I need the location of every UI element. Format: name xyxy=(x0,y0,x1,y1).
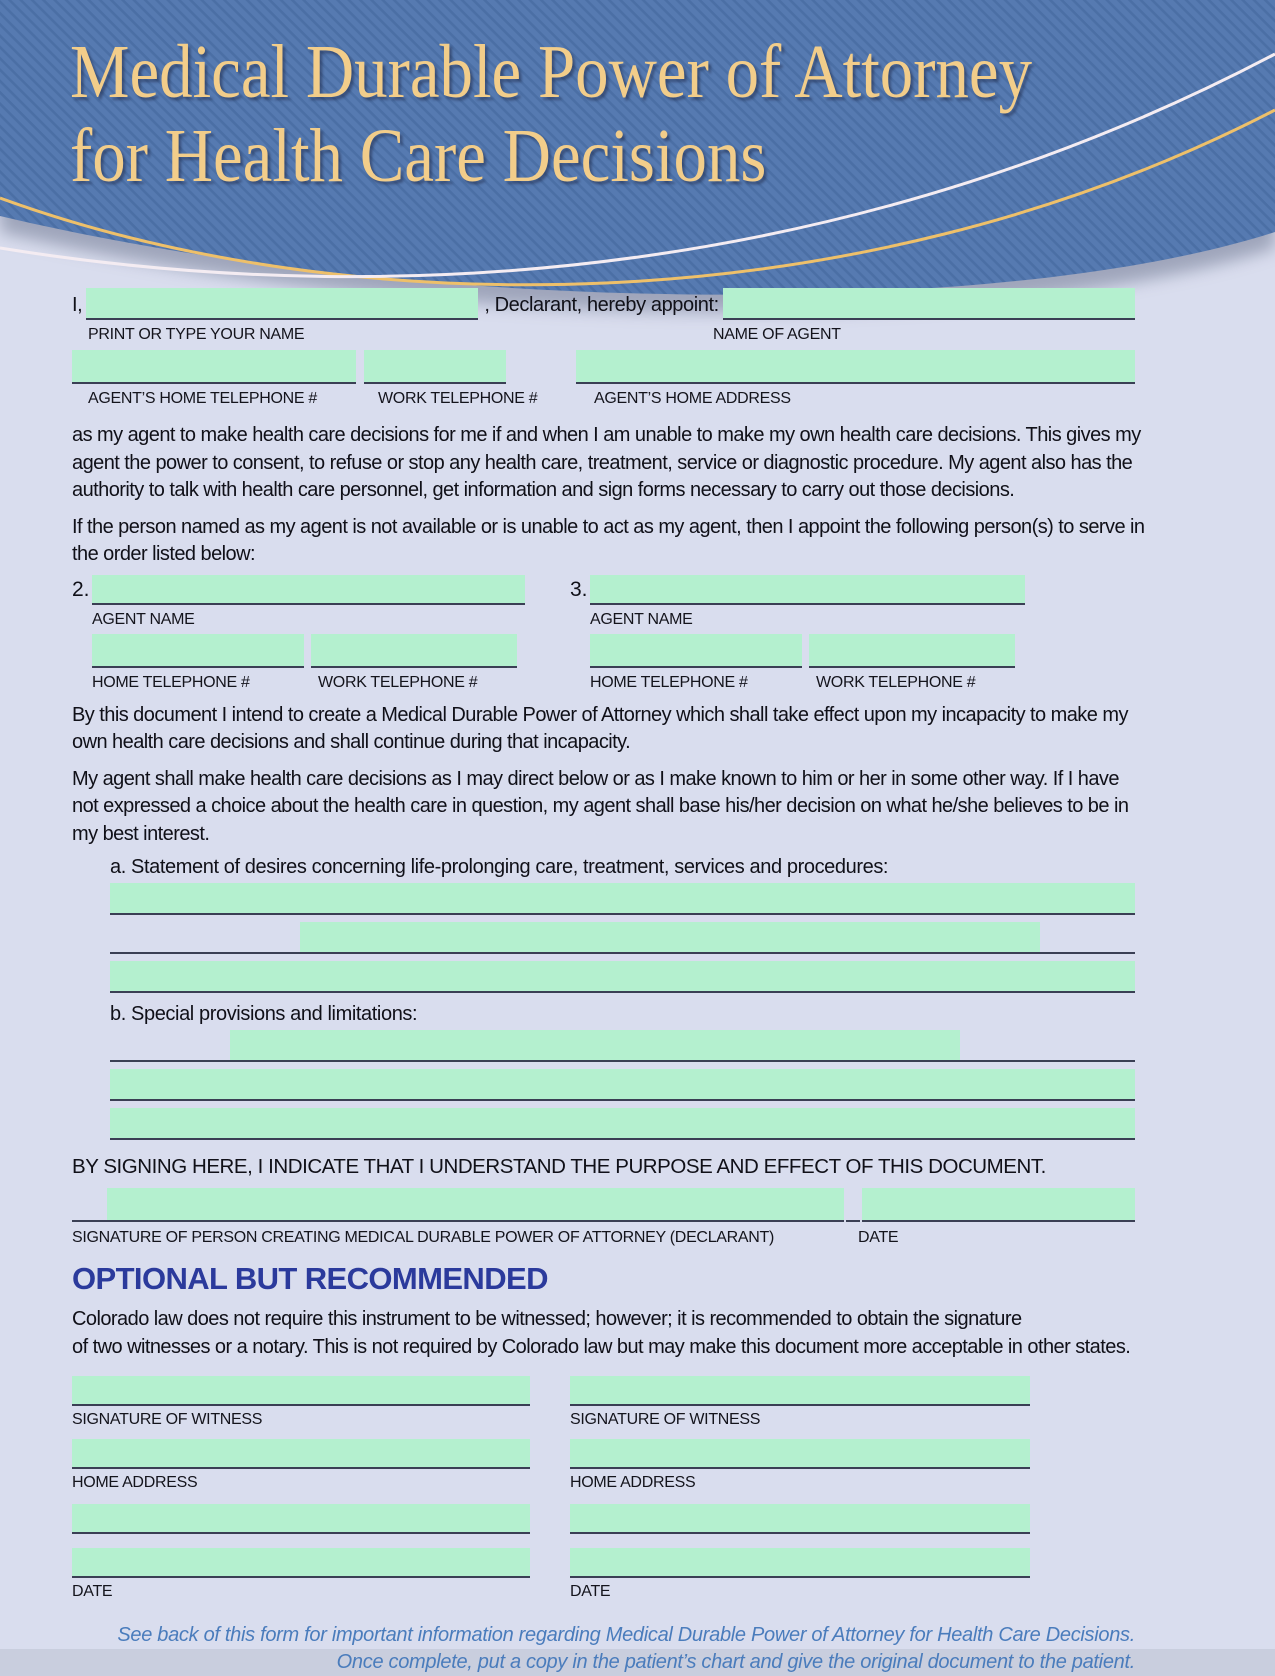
declarant-signature-labels xyxy=(72,1226,1135,1248)
successor-intro-line-2: the order listed below: xyxy=(72,543,256,565)
declarant-date-field[interactable] xyxy=(862,1188,1135,1222)
appoint-text: , Declarant, hereby appoint: xyxy=(484,294,719,316)
witness-1-column xyxy=(72,1376,530,1611)
agent3-name-label: AGENT NAME xyxy=(590,610,693,628)
footer-note xyxy=(72,1622,1135,1676)
agent-contact-labels xyxy=(72,387,1135,409)
provisions-line-3-highlight xyxy=(110,1108,1135,1138)
agent-home-telephone-label: AGENT’S HOME TELEPHONE # xyxy=(88,390,318,407)
desires-line-3-highlight xyxy=(110,961,1135,991)
optional-section-heading: OPTIONAL BUT RECOMMENDED xyxy=(72,1261,548,1296)
provisions-line-2-field[interactable] xyxy=(110,1069,1135,1101)
provisions-line-1-field[interactable] xyxy=(110,1030,1135,1062)
alternate-agent-2-column xyxy=(72,575,525,693)
witness2-signature-field[interactable] xyxy=(570,1376,1030,1406)
desires-line-1-field[interactable] xyxy=(110,883,1135,915)
footer-note-line-1: See back of this form for important information regarding Medical Durable Power of Attorney for Health Care Decisions. xyxy=(117,1624,1135,1646)
provisions-line-1-highlight xyxy=(230,1030,960,1060)
witness1-date-label: DATE xyxy=(72,1583,113,1600)
optional-section-paragraph xyxy=(72,1306,1135,1361)
declarant-appoint-labels xyxy=(72,323,1135,345)
agent-name-field[interactable] xyxy=(723,288,1135,320)
agent3-home-telephone-field[interactable] xyxy=(590,634,802,668)
agent2-name-field[interactable] xyxy=(92,575,525,605)
alternate-agents-section xyxy=(72,575,1135,693)
agent-home-address-label: AGENT’S HOME ADDRESS xyxy=(594,390,791,407)
desires-line-3-field[interactable] xyxy=(110,961,1135,993)
optional-body-line-1: Colorado law does not require this instrument to be witnessed; however; it is recommended to obtain the signature xyxy=(72,1308,1022,1330)
form-body xyxy=(72,288,1145,1676)
agent-home-address-field[interactable] xyxy=(576,350,1135,384)
witness1-home-address-label: HOME ADDRESS xyxy=(72,1474,198,1491)
declarant-signature-row xyxy=(72,1188,1135,1222)
intent-line-1: By this document I intend to create a Medical Durable Power of Attorney which shall take effect upon my incapacity to make my xyxy=(72,703,1128,726)
directions-paragraph xyxy=(72,766,1135,849)
desires-line-2-highlight xyxy=(300,922,1040,952)
desires-line-2-field[interactable] xyxy=(110,922,1135,954)
witness-2-column xyxy=(570,1376,1030,1611)
agent2-name-label: AGENT NAME xyxy=(92,610,195,628)
page-title xyxy=(70,30,1163,198)
agent-home-telephone-field[interactable] xyxy=(72,350,356,384)
directions-line-1: My agent shall make health care decisions as I may direct below or as I make known to him or her in some other way. If I have xyxy=(72,767,1119,790)
page-title-line-2: for Health Care Decisions xyxy=(70,114,767,198)
intent-paragraph xyxy=(72,702,1135,757)
agent-powers-line-2: agent the power to consent, to refuse or stop any health care, treatment, service or diagnostic procedure. My agent also has the xyxy=(72,451,1133,474)
name-of-agent-label: NAME OF AGENT xyxy=(713,326,841,343)
agent-contact-row xyxy=(72,350,1135,384)
agent-powers-line-3: authority to talk with health care personnel, get information and sign forms necessary to carry out those decisions. xyxy=(72,479,1015,501)
declarant-date-highlight xyxy=(862,1188,1135,1220)
print-name-label: PRINT OR TYPE YOUR NAME xyxy=(88,326,305,343)
footer-note-line-2: Once complete, put a copy in the patient’s chart and give the original document to the patient. xyxy=(336,1651,1135,1673)
agent3-name-field[interactable] xyxy=(590,575,1025,605)
agent2-home-telephone-label: HOME TELEPHONE # xyxy=(92,673,250,691)
desires-statement-label: a. Statement of desires concerning life-prolonging care, treatment, services and procedures: xyxy=(110,856,889,878)
provisions-statement-label: b. Special provisions and limitations: xyxy=(110,1003,418,1025)
optional-body-line-2: of two witnesses or a notary. This is not required by Colorado law but may make this document more acceptable in other states. xyxy=(72,1335,1131,1358)
witness1-address-line2-field[interactable] xyxy=(72,1504,530,1534)
declarant-signature-field[interactable] xyxy=(72,1188,844,1222)
declarant-appoint-row xyxy=(72,288,1135,320)
desires-line-1-highlight xyxy=(110,883,1135,913)
agent-powers-line-1: as my agent to make health care decisions for me if and when I am unable to make my own health care decisions. This gives my xyxy=(72,424,1141,446)
witness2-date-field[interactable] xyxy=(570,1548,1030,1578)
declarant-date-label: DATE xyxy=(858,1229,899,1246)
alternate-agent-3-column xyxy=(570,575,1025,693)
witness2-home-address-label: HOME ADDRESS xyxy=(570,1474,696,1491)
directions-line-2: not expressed a choice about the health care in question, my agent shall base his/her decision on what he/she believes to be in xyxy=(72,795,1129,817)
witness2-address-line2-field[interactable] xyxy=(570,1504,1030,1534)
agent2-home-telephone-field[interactable] xyxy=(92,634,304,668)
witnesses-section xyxy=(72,1376,1135,1611)
agent-work-telephone-label: WORK TELEPHONE # xyxy=(378,390,538,407)
witness2-date-label: DATE xyxy=(570,1583,611,1600)
declarant-name-field[interactable] xyxy=(86,288,478,320)
agent-work-telephone-field[interactable] xyxy=(364,350,506,384)
directions-line-3: my best interest. xyxy=(72,822,210,845)
witness1-signature-label: SIGNATURE OF WITNESS xyxy=(72,1411,263,1428)
witness2-signature-label: SIGNATURE OF WITNESS xyxy=(570,1411,761,1428)
intent-line-2: own health care decisions and shall continue during that incapacity. xyxy=(72,731,631,753)
successor-intro-paragraph xyxy=(72,514,1145,569)
successor-intro-line-1: If the person named as my agent is not available or is unable to act as my agent, then I appoint the following person(s) to serve in xyxy=(72,515,1145,538)
agent3-work-telephone-field[interactable] xyxy=(809,634,1015,668)
desires-write-area xyxy=(110,883,1135,993)
declarant-signature-highlight xyxy=(107,1188,844,1220)
agent-powers-paragraph xyxy=(72,422,1141,505)
agent3-number: 3. xyxy=(570,577,588,601)
witness1-home-address-field[interactable] xyxy=(72,1439,530,1469)
signing-statement: BY SIGNING HERE, I INDICATE THAT I UNDERSTAND THE PURPOSE AND EFFECT OF THIS DOCUMENT. xyxy=(72,1155,1046,1178)
witness1-date-field[interactable] xyxy=(72,1548,530,1578)
agent2-number: 2. xyxy=(72,577,90,601)
signature-date-divider xyxy=(846,1188,860,1222)
agent2-work-telephone-label: WORK TELEPHONE # xyxy=(318,673,478,691)
provisions-line-2-highlight xyxy=(110,1069,1135,1099)
page-title-line-1: Medical Durable Power of Attorney xyxy=(70,30,1033,114)
agent3-home-telephone-label: HOME TELEPHONE # xyxy=(590,673,748,691)
agent3-work-telephone-label: WORK TELEPHONE # xyxy=(816,673,976,691)
witness1-signature-field[interactable] xyxy=(72,1376,530,1406)
provisions-line-3-field[interactable] xyxy=(110,1108,1135,1140)
agent2-work-telephone-field[interactable] xyxy=(311,634,517,668)
declarant-signature-label: SIGNATURE OF PERSON CREATING MEDICAL DURABLE POWER OF ATTORNEY (DECLARANT) xyxy=(72,1229,775,1246)
witness2-home-address-field[interactable] xyxy=(570,1439,1030,1469)
provisions-write-area xyxy=(110,1030,1135,1140)
declarant-prefix-text: I, xyxy=(72,294,83,316)
